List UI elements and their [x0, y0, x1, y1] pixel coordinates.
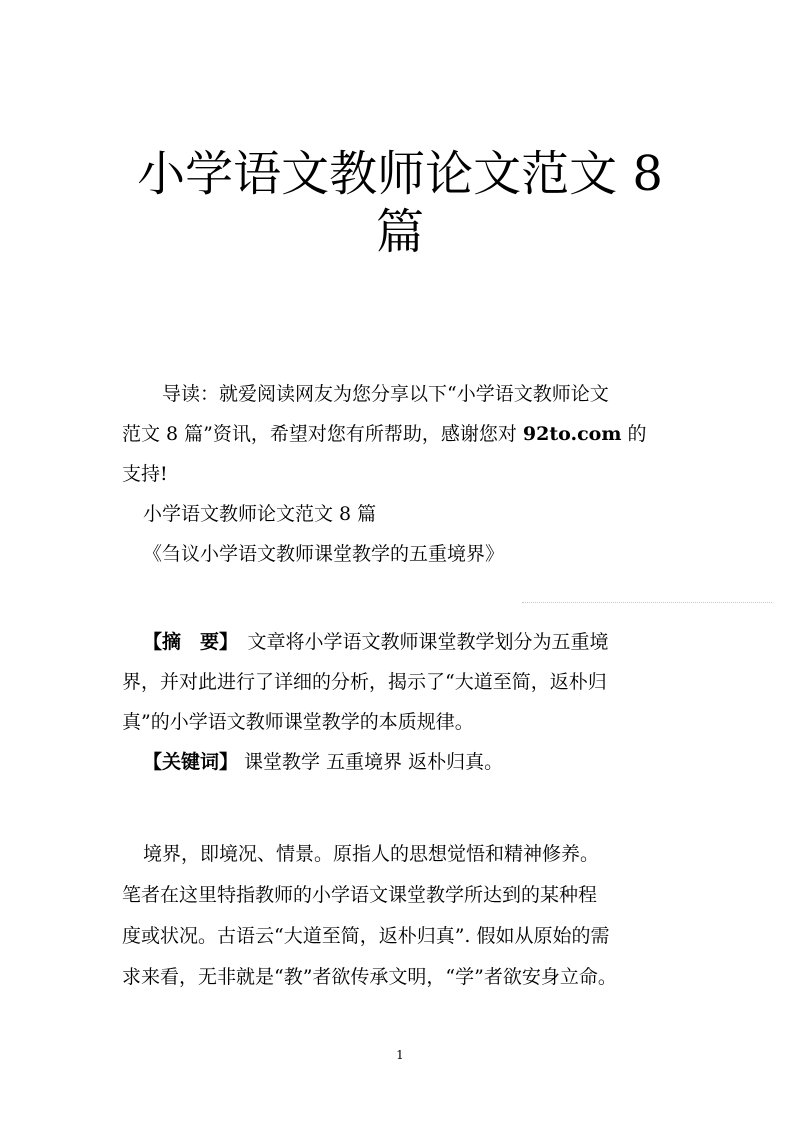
- document-title-line-1: 小学语文教师论文范文 8: [137, 146, 663, 202]
- document-title-line-2: 篇: [375, 204, 424, 260]
- subtitle: 小学语文教师论文范文 8 篇: [143, 503, 377, 525]
- page-number: 1: [396, 1048, 404, 1062]
- body-line-2: 笔者在这里特指教师的小学语文课堂教学所达到的某种程: [122, 884, 598, 906]
- abstract-line-1: [122, 622, 687, 662]
- site-link[interactable]: 92to.com: [522, 423, 622, 445]
- abstract-label: 【摘 要】: [143, 631, 229, 653]
- intro-line-2: [122, 414, 687, 454]
- intro-section: [122, 374, 687, 574]
- abstract-text-1: 文章将小学语文教师课堂教学划分为五重境: [228, 631, 609, 653]
- body-line-1: 境界，即境况、情景。原指人的思想觉悟和精神修养。: [143, 843, 600, 865]
- body-section: [122, 834, 687, 998]
- abstract-line-3: 真”的小学语文教师课堂教学的本质规律。: [122, 711, 474, 733]
- keywords-label: 【关键词】: [143, 751, 239, 773]
- abstract-line-2: 界，并对此进行了详细的分析，揭示了“大道至简，返朴归: [122, 671, 607, 693]
- intro-line-2-text: 范文 8 篇”资讯，希望对您有所帮助，感谢您对: [122, 423, 523, 445]
- keywords-line: [122, 742, 687, 782]
- body-line-3: 度或状况。古语云“大道至简，返朴归真”. 假如从原始的需: [122, 925, 610, 947]
- dotted-divider: [522, 602, 772, 603]
- keywords-text: 课堂教学 五重境界 返朴归真。: [238, 751, 504, 773]
- intro-line-3: 支持!: [122, 463, 168, 485]
- article-title: 《刍议小学语文教师课堂教学的五重境界》: [143, 543, 505, 565]
- body-line-4: 求来看，无非就是“教”者欲传承文明，“学”者欲安身立命。: [122, 966, 617, 988]
- intro-line-1: 导读：就爱阅读网友为您分享以下“小学语文教师论文: [162, 383, 609, 405]
- intro-line-2-end: 的: [621, 423, 647, 445]
- abstract-section: [122, 622, 687, 782]
